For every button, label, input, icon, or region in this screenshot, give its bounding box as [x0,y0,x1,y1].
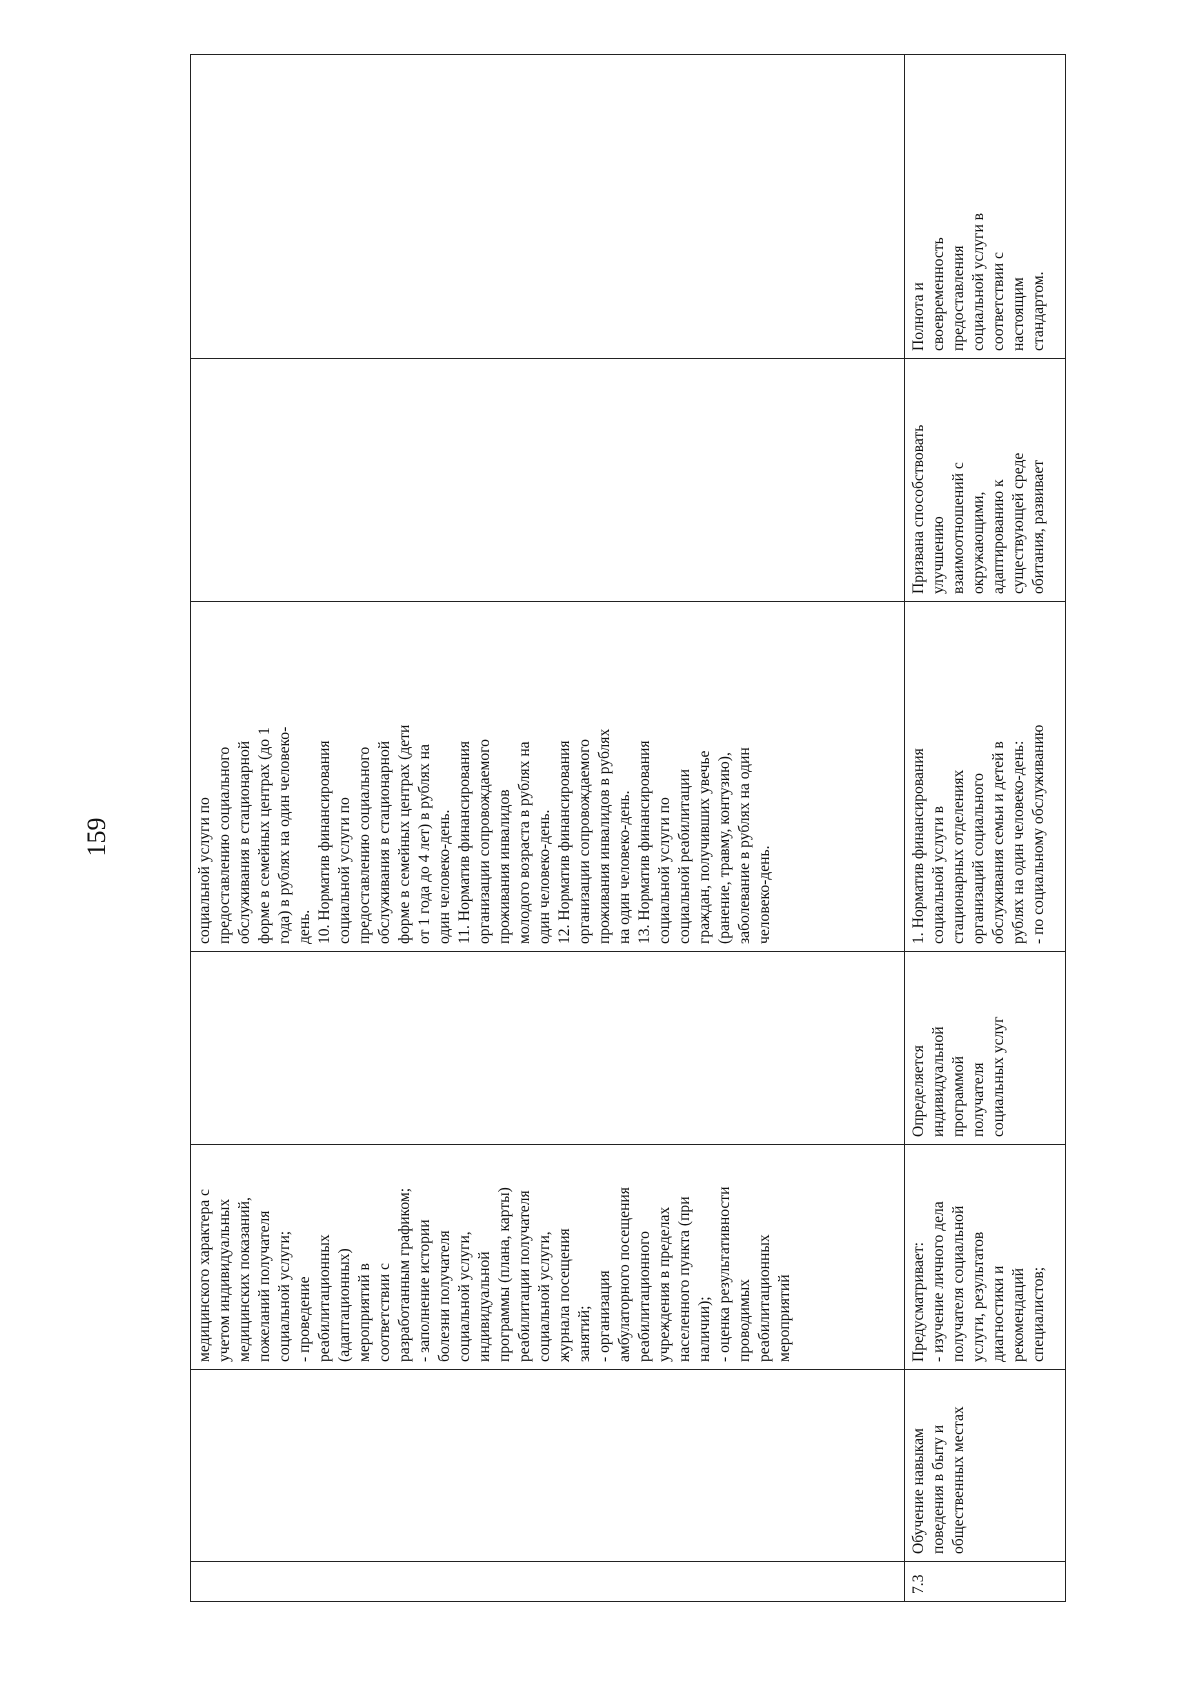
rotated-table-container [190,55,1065,1602]
cell-number: 7.3 [905,1562,1066,1602]
cell-volume: Определяется индивидуальной программой получателя социальных услуг [905,952,1066,1145]
cell-volume [191,952,905,1145]
cell-service-name [191,1370,905,1562]
cell-service-name: Обучение навыкам поведения в быту и общественных местах [905,1370,1066,1562]
services-table [190,54,1066,1602]
cell-description: Предусматривает: - изучение личного дела получателя социальной услуги, результатов диагностики и рекомендаций специалистов; [905,1145,1066,1370]
cell-financing: социальной услуги по предоставлению социального обслуживания в стационарной форме в семейных центрах (до 1 года) в рублях на один человеко- день. 10. Норматив финансирования социальной услуги по предоставлению социального обслуживания в стационарной форме в семейных центрах (дети от 1 года до 4 лет) в рублях на один человеко-день. 11. Норматив финансирования организации сопровождаемого проживания инвалидов молодого возраста в рублях на один человеко-день. 12. Норматив финансирования организации сопровождаемого проживания инвалидов в рублях на один человеко-день. 13. Норматив финансирования социальной услуги по социальной реабилитации граждан, получивших увечье (ранение, травму, контузию), заболевание в рублях на один человеко-день. [191,602,905,952]
cell-quality [191,55,905,359]
cell-number [191,1562,905,1602]
cell-description: медицинского характера с учетом индивидуальных медицинских показаний, пожеланий получателя социальной услуги; - проведение реабилитационных (адаптационных) мероприятий в соответствии с разработанным графиком; - заполнение истории болезни получателя социальной услуги, индивидуальной программы (плана, карты) реабилитации получателя социальной услуги, журнала посещения занятий; - организация амбулаторного посещения реабилитационного учреждения в пределах населенного пункта (при наличии); - оценка результативности проводимых реабилитационных мероприятий [191,1145,905,1370]
cell-financing: 1. Норматив финансирования социальной услуги в стационарных отделениях организаций социального обслуживания семьи и детей в рублях на один человеко-день: - по социальному обслуживанию [905,602,1066,952]
cell-quality: Полнота и своевременность предоставления социальной услуги в соответствии с настоящим стандартом. [905,55,1066,359]
table-row-continued [191,55,905,1602]
cell-conditions: Призвана способствовать улучшению взаимоотношений с окружающими, адаптированию к существующей среде обитания, развивает [905,359,1066,602]
page-number: 159 [82,817,111,857]
cell-conditions [191,359,905,602]
table-row-7-3 [905,55,1066,1602]
